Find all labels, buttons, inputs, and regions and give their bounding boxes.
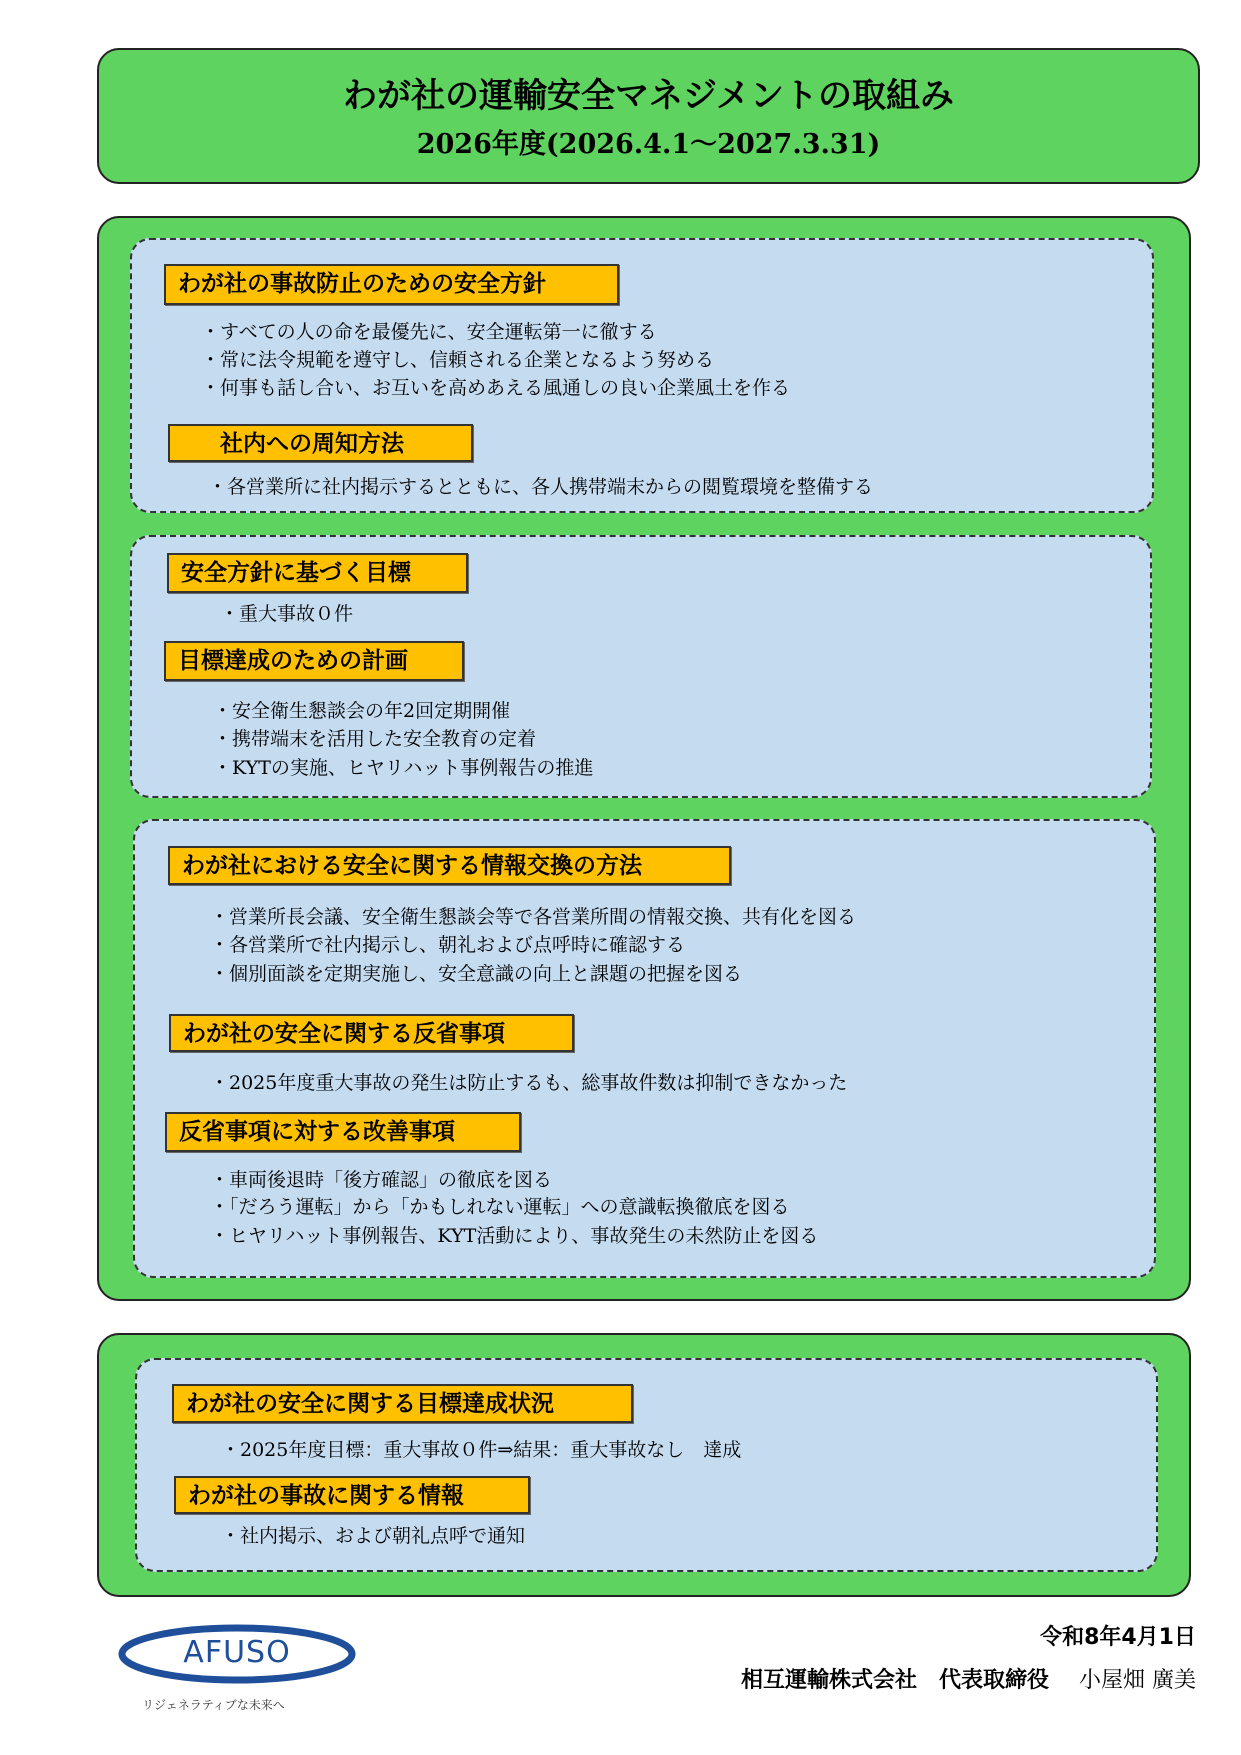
notice-item: ・各営業所に社内掲示するとともに、各人携帯端末からの閲覧環境を整備する: [208, 476, 874, 498]
logo-tagline: リジェネラティブな未来へ: [142, 1698, 285, 1712]
issue-date: 令和8年4月1日: [1040, 1625, 1196, 1650]
improvement-item: ・ヒヤリハット事例報告、KYT活動により、事故発生の未然防止を図る: [210, 1225, 819, 1247]
company-logo: [117, 1623, 357, 1685]
section-label-improvement: 反省事項に対する改善事項: [165, 1112, 521, 1152]
goal-item: ・重大事故０件: [220, 603, 354, 625]
improvement-item: ・車両後退時「後方確認」の徹底を図る: [210, 1169, 553, 1191]
accident-info-item: ・社内掲示、および朝礼点呼で通知: [221, 1525, 526, 1547]
section-label-goal: 安全方針に基づく目標: [167, 553, 468, 593]
section-label-plan: 目標達成のための計画: [164, 641, 464, 681]
policy-item: ・すべての人の命を最優先に、安全運転第一に徹する: [201, 321, 657, 343]
title-box: [97, 48, 1200, 184]
section-label-policy: わが社の事故防止のための安全方針: [164, 264, 619, 305]
exchange-item: ・個別面談を定期実施し、安全意識の向上と課題の把握を図る: [210, 963, 743, 985]
reflection-item: ・2025年度重大事故の発生は防止するも、総事故件数は抑制できなかった: [210, 1072, 848, 1094]
exchange-item: ・営業所長会議、安全衛生懇談会等で各営業所間の情報交換、共有化を図る: [210, 906, 857, 928]
policy-item: ・常に法令規範を遵守し、信頼される企業となるよう努める: [201, 349, 715, 371]
signatory: [741, 1663, 1196, 1694]
plan-item: ・KYTの実施、ヒヤリハット事例報告の推進: [213, 757, 594, 779]
improvement-item: ・「だろう運転」から「かもしれない運転」への意識転換徹底を図る: [210, 1196, 790, 1218]
section-label-exchange: わが社における安全に関する情報交換の方法: [168, 846, 731, 885]
section-label-accident-info: わが社の事故に関する情報: [174, 1476, 530, 1514]
policy-item: ・何事も話し合い、お互いを高めあえる風通しの良い企業風土を作る: [201, 377, 791, 399]
status-item: ・2025年度目標：重大事故０件⇒結果：重大事故なし 達成: [221, 1439, 742, 1461]
plan-item: ・安全衛生懇談会の年2回定期開催: [213, 700, 511, 722]
plan-item: ・携帯端末を活用した安全教育の定着: [213, 728, 537, 750]
company-name: 相互運輸株式会社 代表取締役: [740, 1668, 1049, 1693]
exchange-item: ・各営業所で社内掲示し、朝礼および点呼時に確認する: [210, 934, 686, 956]
page-title: わが社の運輸安全マネジメントの取組み: [343, 76, 954, 116]
logo-text: AFUSO: [183, 1635, 291, 1670]
representative-name: 小屋畑 廣美: [1079, 1668, 1196, 1693]
section-label-status: わが社の安全に関する目標達成状況: [172, 1384, 633, 1423]
section-label-notice: 社内への周知方法: [168, 424, 473, 462]
page-period: 2026年度(2026.4.1～2027.3.31): [416, 129, 881, 160]
section-label-reflection: わが社の安全に関する反省事項: [169, 1014, 574, 1052]
